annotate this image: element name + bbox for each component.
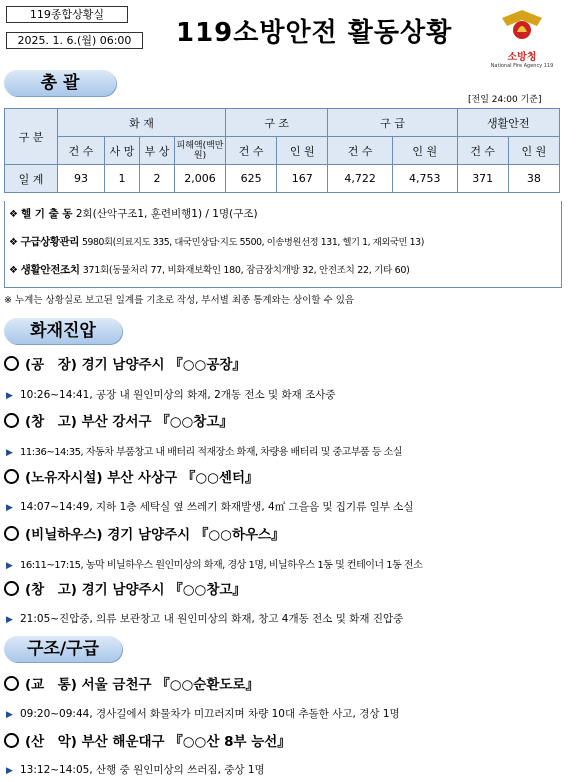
subheader: 인 원 — [508, 137, 559, 165]
diamond-icon: ❖ — [9, 265, 18, 276]
subheader: 인 원 — [392, 137, 457, 165]
table-cell: 2,006 — [175, 165, 226, 193]
triangle-bullet-icon: ▶ — [6, 503, 13, 513]
subheader: 건 수 — [226, 137, 277, 165]
circle-icon — [4, 581, 19, 596]
list-item: ❖ 구급상황관리 5980회(의료지도 335, 대국민상담·지도 5500, 이송병원선정 131, 헬기 1, 재외국민 13) — [9, 236, 424, 248]
section-title-rescue: 구조/구급 — [4, 636, 122, 662]
incident-detail: ▶ 09:20~09:44, 경사길에서 화물차가 미끄러지며 차량 10대 추돌한 사고, 경상 1명 — [6, 708, 400, 720]
subheader: 건 수 — [328, 137, 393, 165]
triangle-bullet-icon: ▶ — [6, 766, 13, 776]
table-cell: 4,722 — [328, 165, 393, 193]
table-cell: 93 — [58, 165, 105, 193]
table-cell: 1 — [105, 165, 140, 193]
agency-logo — [482, 8, 562, 69]
table-cell: 371 — [457, 165, 508, 193]
division-header: 구 분 — [5, 109, 58, 165]
circle-icon — [4, 733, 19, 748]
incident-detail: ▶ 10:26~14:41, 공장 내 원인미상의 화재, 2개동 전소 및 화재 조사중 — [6, 389, 336, 401]
triangle-bullet-icon: ▶ — [6, 561, 13, 571]
subheader: 건 수 — [457, 137, 508, 165]
triangle-bullet-icon: ▶ — [6, 710, 13, 720]
incident-title: (공 장) 경기 남양주시 『○○공장』 — [4, 353, 246, 373]
circle-icon — [4, 413, 19, 428]
table-cell: 38 — [508, 165, 559, 193]
subheader: 사 망 — [105, 137, 140, 165]
triangle-bullet-icon: ▶ — [6, 615, 13, 625]
incident-detail: ▶ 21:05~진압중, 의류 보관창고 내 원인미상의 화재, 창고 4개동 전소 및 화재 진압중 — [6, 613, 404, 625]
group-fire-header: 화 재 — [58, 109, 226, 137]
triangle-bullet-icon: ▶ — [6, 391, 13, 401]
table-cell: 2 — [140, 165, 175, 193]
incident-detail: ▶ 16:11~17:15, 농막 비닐하우스 원인미상의 화재, 경상 1명, 비닐하우스 1동 및 컨테이너 1동 전소 — [6, 560, 423, 571]
footnote: ※ 누계는 상황실로 보고된 일계를 기초로 작성, 부서별 최종 통계와는 상이할 수 있음 — [4, 295, 355, 306]
circle-icon — [4, 356, 19, 371]
incident-title: (노유자시설) 부산 사상구 『○○센터』 — [4, 466, 259, 486]
circle-icon — [4, 469, 19, 484]
table-cell: 4,753 — [392, 165, 457, 193]
office-label: 119종합상황실 — [6, 6, 128, 23]
group-rescue-header: 구 조 — [226, 109, 328, 137]
basis-time: [전일 24:00 기준] — [468, 95, 542, 105]
subheader: 부 상 — [140, 137, 175, 165]
incident-title: (창 고) 부산 강서구 『○○창고』 — [4, 410, 233, 430]
incident-detail: ▶ 13:12~14:05, 산행 중 원인미상의 쓰러짐, 중상 1명 — [6, 764, 265, 776]
summary-items — [4, 201, 562, 288]
incident-title: (비닐하우스) 경기 남양주시 『○○하우스』 — [4, 523, 285, 543]
table-cell: 625 — [226, 165, 277, 193]
emblem-icon — [497, 8, 547, 48]
subheader: 인 원 — [277, 137, 328, 165]
incident-detail: ▶ 14:07~14:49, 지하 1층 세탁실 옆 쓰레기 화재발생, 4㎡ 그을음 및 집기류 일부 소실 — [6, 501, 414, 513]
list-item: ❖ 헬 기 출 동 2회(산악구조1, 훈련비행1) / 1명(구조) — [9, 208, 258, 220]
circle-icon — [4, 676, 19, 691]
circle-icon — [4, 526, 19, 541]
section-title-fire: 화재진압 — [4, 318, 122, 344]
table-cell: 167 — [277, 165, 328, 193]
diamond-icon: ❖ — [9, 209, 18, 220]
list-item: ❖ 생활안전조치 371회(동물처리 77, 비화재보확인 180, 잠금장치개방 32, 안전조치 22, 기타 60) — [9, 264, 410, 276]
agency-name: 소방청 — [507, 52, 537, 63]
page-title: 119소방안전 활동상황 — [176, 18, 453, 48]
report-datetime: 2025. 1. 6.(월) 06:00 — [6, 32, 143, 49]
subheader: 건 수 — [58, 137, 105, 165]
subheader: 피해액(백만원) — [175, 137, 226, 165]
triangle-bullet-icon: ▶ — [6, 448, 13, 458]
incident-title: (창 고) 경기 남양주시 『○○창고』 — [4, 578, 246, 598]
summary-table — [4, 108, 560, 193]
section-title-summary: 총 괄 — [4, 70, 116, 96]
incident-title: (산 악) 부산 해운대구 『○○산 8부 능선』 — [4, 730, 291, 750]
diamond-icon: ❖ — [9, 237, 18, 248]
group-ems-header: 구 급 — [328, 109, 457, 137]
agency-name-en: National Fire Agency 119 — [490, 63, 554, 69]
row-label: 일 계 — [5, 165, 58, 193]
incident-detail: ▶ 11:36~14:35, 자동차 부품창고 내 배터리 적재장소 화재, 차량용 배터리 및 중고부품 등 소실 — [6, 447, 402, 458]
group-safety-header: 생활안전 — [457, 109, 559, 137]
incident-title: (교 통) 서울 금천구 『○○순환도로』 — [4, 673, 259, 693]
